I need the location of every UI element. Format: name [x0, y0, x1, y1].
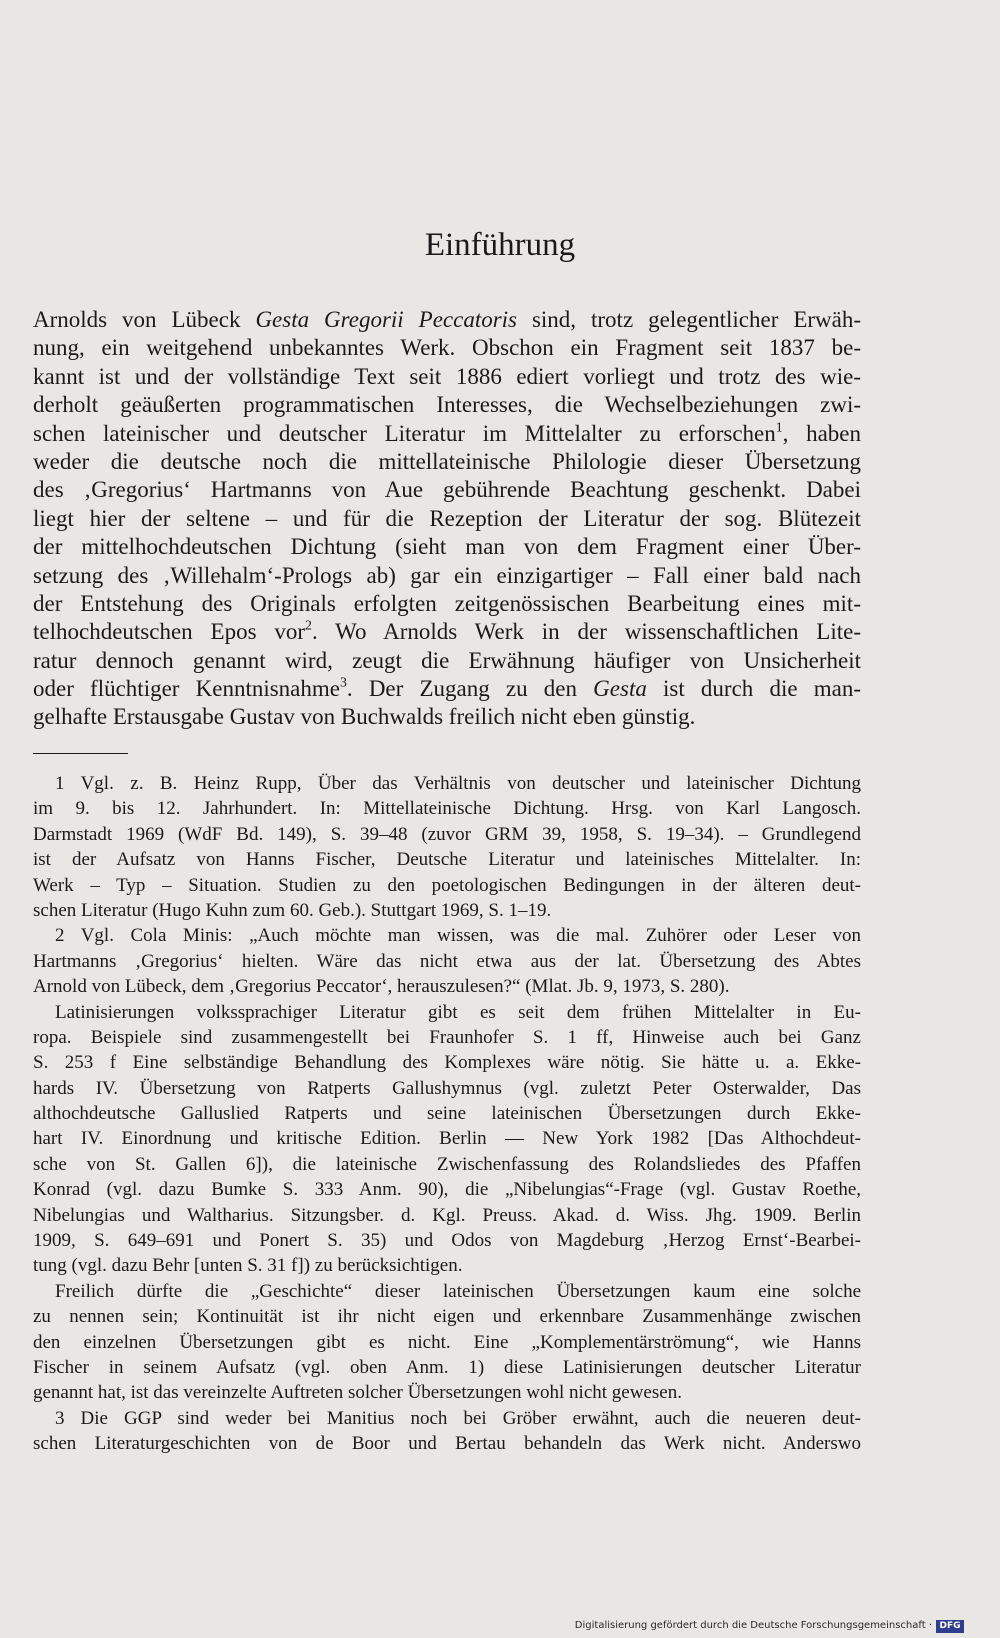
text-segment: weder die deutsche noch die mittellateinische Philologie dieser Übersetzung [33, 448, 861, 474]
text-line [33, 420, 861, 448]
text-segment: der Entstehung des Originals erfolgten zeitgenössischen Bearbeitung eines mit- [33, 590, 861, 616]
footnote-line: Arnold von Lübeck, dem ‚Gregorius Peccator‘, herauszulesen?“ (Mlat. Jb. 9, 1973, S. 280). [33, 976, 730, 998]
footnote-line: Freilich dürfte die „Geschichte“ dieser lateinischen Übersetzungen kaum eine solche [55, 1280, 861, 1302]
text-segment: schen lateinischer und deutscher Literatur im Mittelalter zu erforschen [33, 420, 776, 446]
text-segment: derholt geäußerten programmatischen Interesses, die Wechselbeziehungen zwi- [33, 392, 861, 418]
text-segment: kannt ist und der vollständige Text seit 1886 ediert vorliegt und trotz des wie- [33, 363, 861, 389]
footnote-line: hards IV. Übersetzung von Ratperts Gallushymnus (vgl. zuletzt Peter Osterwalder, Das [33, 1077, 861, 1099]
footnote-line: im 9. bis 12. Jahrhundert. In: Mittellateinische Dichtung. Hrsg. von Karl Langosch. [33, 798, 861, 820]
footnote-line: Konrad (vgl. dazu Bumke S. 333 Anm. 90), die „Nibelungias“-Frage (vgl. Gustav Roethe, [33, 1179, 861, 1201]
text-segment: der mittelhochdeutschen Dichtung (sieht man von dem Fragment einer Über- [33, 534, 861, 560]
text-segment: , haben [782, 420, 861, 446]
footer-credit [575, 1618, 964, 1634]
text-line [33, 647, 861, 675]
italic-title: Gesta [593, 676, 647, 702]
text-line [33, 618, 861, 646]
text-line [33, 562, 861, 590]
footnote-line: Werk – Typ – Situation. Studien zu den poetologischen Bedingungen in der älteren deut- [33, 874, 861, 896]
text-segment: telhochdeutschen Epos vor [33, 619, 306, 645]
text-line [33, 590, 861, 618]
footer-text: Digitalisierung gefördert durch die Deutsche Forschungsgemeinschaft · [574, 1620, 932, 1631]
text-line [33, 391, 861, 419]
dfg-logo: DFG [936, 1620, 964, 1633]
footnote-marker: 3 [339, 674, 347, 690]
footnote-line: tung (vgl. dazu Behr [unten S. 31 f]) zu berücksichtigen. [33, 1255, 463, 1277]
text-segment: oder flüchtiger Kenntnisnahme [33, 676, 340, 702]
text-line [33, 675, 861, 703]
footnote-line: Darmstadt 1969 (WdF Bd. 149), S. 39–48 (zuvor GRM 39, 1958, S. 19–34). – Grundlegend [33, 823, 861, 845]
footnote-marker: 2 [305, 617, 312, 633]
text-segment: setzung des ‚Willehalm‘-Prologs ab) gar ein einzigartiger – Fall einer bald nach [33, 562, 861, 588]
text-line [33, 703, 861, 731]
footnote-line: schen Literaturgeschichten von de Boor und Bertau behandeln das Werk nicht. Anderswo [33, 1433, 861, 1455]
footnote-line: ropa. Beispiele sind zusammengestellt bei Fraunhofer S. 1 ff, Hinweise auch bei Ganz [33, 1026, 861, 1048]
text-line [33, 306, 861, 334]
text-segment: ratur dennoch genannt wird, zeugt die Erwähnung häufiger von Unsicherheit [33, 647, 861, 673]
text-segment: ist durch die man- [646, 676, 861, 702]
text-line [33, 533, 861, 561]
footnote-line: 1909, S. 649–691 und Ponert S. 35) und Odos von Magdeburg ‚Herzog Ernst‘-Bearbei- [33, 1230, 861, 1252]
footnote-line: schen Literatur (Hugo Kuhn zum 60. Geb.). Stuttgart 1969, S. 1–19. [33, 899, 552, 921]
footnote-line: S. 253 f Eine selbständige Behandlung des Komplexes wäre nötig. Sie hätte u. a. Ekke- [33, 1052, 861, 1074]
footnote-line: Fischer in seinem Aufsatz (vgl. oben Anm. 1) diese Latinisierungen deutscher Literatur [33, 1356, 861, 1378]
footnote-marker: 1 [775, 418, 783, 434]
footnote-line: ist der Aufsatz von Hanns Fischer, Deutsche Literatur und lateinisches Mittelalter. In: [33, 849, 861, 871]
main-text [33, 306, 861, 732]
footnote-line: Latinisierungen volkssprachiger Literatur gibt es seit dem frühen Mittelalter in Eu- [55, 1001, 861, 1023]
footnote-line: 1 Vgl. z. B. Heinz Rupp, Über das Verhältnis von deutscher und lateinischer Dichtung [55, 773, 861, 794]
text-segment: . Der Zugang zu den [346, 676, 594, 702]
text-line [33, 363, 861, 391]
footnote-line: sche von St. Gallen 6]), die lateinische Zwischenfassung des Rolandsliedes des Pfaffen [33, 1153, 861, 1175]
footnotes [33, 771, 861, 1457]
footnote-line: zu nennen sein; Kontinuität ist ihr nicht eigen und erkennbare Zusammenhänge zwischen [33, 1306, 861, 1328]
text-segment: . Wo Arnolds Werk in der wissenschaftlichen Lite- [311, 619, 861, 645]
text-line [33, 476, 861, 504]
text-segment: sind, trotz gelegentlicher Erwäh- [517, 307, 862, 332]
footnote-line: genannt hat, ist das vereinzelte Auftreten solcher Übersetzungen wohl nicht gewesen. [33, 1382, 682, 1404]
text-line [33, 448, 861, 476]
footnote-line: Hartmanns ‚Gregorius‘ hielten. Wäre das nicht etwa aus der lat. Übersetzung des Abtes [33, 950, 861, 972]
text-line [33, 334, 861, 362]
footnote-line: 2 Vgl. Cola Minis: „Auch möchte man wissen, was die mal. Zuhörer oder Leser von [55, 925, 861, 947]
text-segment: nung, ein weitgehend unbekanntes Werk. Obschon ein Fragment seit 1837 be- [33, 335, 861, 361]
footnote-line: hart IV. Einordnung und kritische Edition. Berlin — New York 1982 [Das Althochdeut- [33, 1128, 861, 1150]
footnote-line: 3 Die GGP sind weder bei Manitius noch bei Gröber erwähnt, auch die neueren deut- [55, 1407, 861, 1429]
text-segment: Arnolds von Lübeck [33, 307, 256, 332]
footnote-divider [33, 753, 128, 754]
italic-title: Gesta Gregorii Peccatoris [255, 307, 518, 332]
text-segment: des ‚Gregorius‘ Hartmanns von Aue gebührende Beachtung geschenkt. Dabei [33, 477, 861, 503]
text-segment: gelhafte Erstausgabe Gustav von Buchwalds freilich nicht eben günstig. [33, 704, 696, 730]
text-segment: liegt hier der seltene – und für die Rezeption der Literatur der sog. Blütezeit [33, 505, 861, 531]
footnote-line: Nibelungias und Waltharius. Sitzungsber. d. Kgl. Preuss. Akad. d. Wiss. Jhg. 1909. Berlin [33, 1204, 861, 1226]
page-title: Einführung [424, 227, 576, 263]
footnote-line: den einzelnen Übersetzungen gibt es nicht. Eine „Komplementärströmung“, wie Hanns [33, 1331, 861, 1353]
footnote-line: althochdeutsche Galluslied Ratperts und seine lateinischen Übersetzungen durch Ekke- [33, 1103, 861, 1125]
text-line [33, 505, 861, 533]
